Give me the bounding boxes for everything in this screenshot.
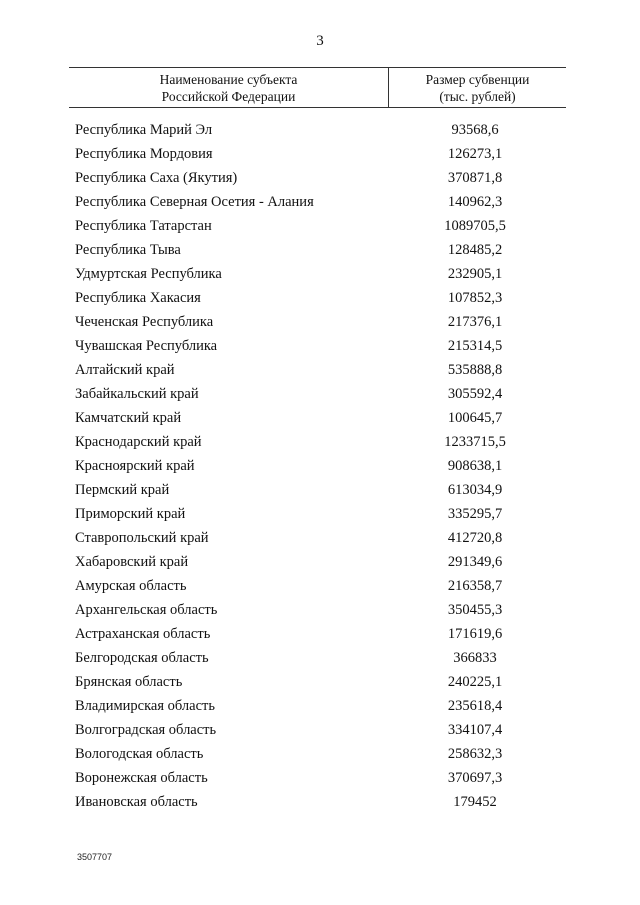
table-row	[0, 790, 640, 814]
header-subject-name	[69, 71, 388, 105]
header-subvention-amount-line2: (тыс. рублей)	[439, 89, 516, 104]
table-row	[0, 358, 640, 382]
subject-name: Чувашская Республика	[75, 338, 218, 354]
subvention-value: 1233715,5	[444, 434, 506, 450]
subject-name: Хабаровский край	[75, 554, 189, 570]
subvention-value: 100645,7	[447, 410, 503, 426]
table-row	[0, 718, 640, 742]
subvention-value: 215314,5	[447, 338, 503, 354]
table-body	[0, 118, 640, 814]
subject-name: Республика Хакасия	[75, 290, 201, 306]
table-row	[0, 454, 640, 478]
table-row	[0, 166, 640, 190]
header-subject-name-line1: Наименование субъекта	[159, 72, 298, 87]
subject-name: Республика Татарстан	[75, 218, 212, 234]
subject-name: Красноярский край	[75, 458, 195, 474]
subvention-value: 179452	[453, 794, 497, 810]
table-row	[0, 502, 640, 526]
subvention-value: 305592,4	[447, 386, 503, 402]
subject-name: Архангельская область	[75, 602, 218, 618]
header-subvention-amount	[389, 71, 566, 105]
document-code: 3507707	[77, 852, 113, 862]
table-row	[0, 478, 640, 502]
table-row	[0, 766, 640, 790]
subvention-value: 334107,4	[447, 722, 503, 738]
subvention-value: 370871,8	[447, 170, 503, 186]
table-row	[0, 550, 640, 574]
subvention-value: 350455,3	[447, 602, 503, 618]
subject-name: Республика Мордовия	[75, 146, 213, 162]
table-row	[0, 334, 640, 358]
table-row	[0, 310, 640, 334]
table-row	[0, 118, 640, 142]
subject-name: Камчатский край	[75, 410, 182, 426]
page-number: 3	[316, 33, 324, 49]
table-row	[0, 190, 640, 214]
table-row	[0, 646, 640, 670]
subvention-value: 412720,8	[447, 530, 503, 546]
table-row	[0, 430, 640, 454]
subvention-value: 140962,3	[447, 194, 503, 210]
subject-name: Ставропольский край	[75, 530, 209, 546]
subject-name: Брянская область	[75, 674, 183, 690]
subvention-value: 216358,7	[447, 578, 503, 594]
subject-name: Приморский край	[75, 506, 186, 522]
subvention-value: 128485,2	[447, 242, 503, 258]
subject-name: Забайкальский край	[75, 386, 199, 402]
header-subvention-amount-line1: Размер субвенции	[425, 72, 530, 87]
subvention-value: 235618,4	[447, 698, 503, 714]
subject-name: Волгоградская область	[75, 722, 217, 738]
subvention-value: 217376,1	[447, 314, 503, 330]
subject-name: Ивановская область	[75, 794, 198, 810]
subvention-value: 291349,6	[447, 554, 503, 570]
subject-name: Амурская область	[75, 578, 187, 594]
subvention-value: 613034,9	[447, 482, 503, 498]
subject-name: Белгородская область	[75, 650, 209, 666]
table-row	[0, 694, 640, 718]
table-row	[0, 262, 640, 286]
subvention-value: 535888,8	[447, 362, 503, 378]
subvention-value: 240225,1	[447, 674, 503, 690]
subject-name: Владимирская область	[75, 698, 215, 714]
subvention-value: 93568,6	[451, 122, 499, 138]
table-row	[0, 670, 640, 694]
subject-name: Республика Саха (Якутия)	[75, 170, 238, 186]
subject-name: Пермский край	[75, 482, 170, 498]
subject-name: Чеченская Республика	[75, 314, 214, 330]
subvention-value: 1089705,5	[444, 218, 506, 234]
subvention-value: 107852,3	[447, 290, 503, 306]
subject-name: Республика Северная Осетия - Алания	[75, 194, 314, 210]
table-row	[0, 286, 640, 310]
subject-name: Воронежская область	[75, 770, 208, 786]
subject-name: Астраханская область	[75, 626, 211, 642]
table-row	[0, 526, 640, 550]
subject-name: Республика Тыва	[75, 242, 181, 258]
table-row	[0, 622, 640, 646]
subvention-value: 370697,3	[447, 770, 503, 786]
table-row	[0, 214, 640, 238]
subvention-value: 335295,7	[447, 506, 503, 522]
table-row	[0, 382, 640, 406]
subject-name: Вологодская область	[75, 746, 204, 762]
table-row	[0, 142, 640, 166]
table-row	[0, 238, 640, 262]
table-row	[0, 742, 640, 766]
table-row	[0, 406, 640, 430]
subject-name: Республика Марий Эл	[75, 122, 213, 138]
subvention-value: 366833	[453, 650, 497, 666]
subvention-value: 126273,1	[447, 146, 503, 162]
subvention-value: 908638,1	[447, 458, 503, 474]
subject-name: Алтайский край	[75, 362, 175, 378]
subject-name: Удмуртская Республика	[75, 266, 222, 282]
table-row	[0, 574, 640, 598]
header-subject-name-line2: Российской Федерации	[161, 89, 296, 104]
table-header	[69, 67, 566, 108]
subvention-value: 171619,6	[447, 626, 503, 642]
subvention-value: 258632,3	[447, 746, 503, 762]
table-row	[0, 598, 640, 622]
subject-name: Краснодарский край	[75, 434, 202, 450]
subvention-value: 232905,1	[447, 266, 503, 282]
